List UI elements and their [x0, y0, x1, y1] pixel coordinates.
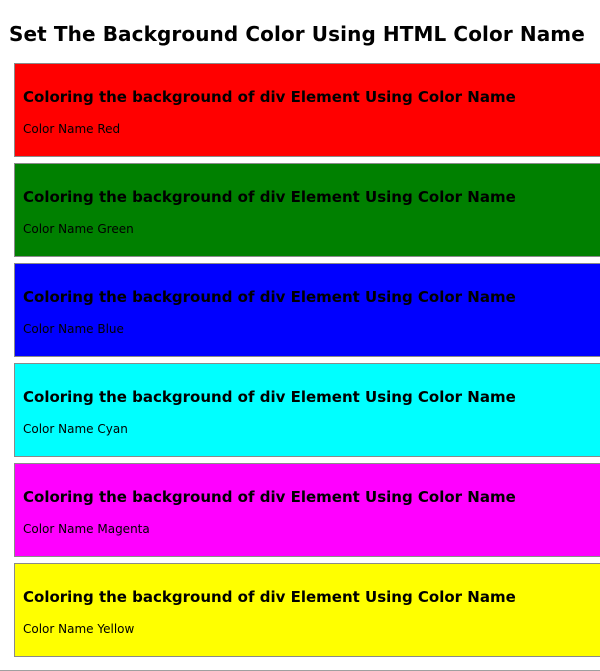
color-block-list	[14, 63, 600, 663]
block-heading: Coloring the background of div Element Using Color Name	[23, 88, 516, 106]
color-name-text: Color Name Yellow	[23, 622, 135, 636]
color-block-blue	[14, 263, 600, 357]
color-block-cyan	[14, 363, 600, 457]
color-name-text: Color Name Cyan	[23, 422, 128, 436]
block-heading: Coloring the background of div Element Using Color Name	[23, 488, 516, 506]
color-name-text: Color Name Blue	[23, 322, 124, 336]
color-block-yellow	[14, 563, 600, 657]
color-block-green	[14, 163, 600, 257]
block-heading: Coloring the background of div Element Using Color Name	[23, 388, 516, 406]
color-name-text: Color Name Red	[23, 122, 121, 136]
block-heading: Coloring the background of div Element Using Color Name	[23, 288, 516, 306]
page-title: Set The Background Color Using HTML Color Name	[9, 22, 585, 46]
block-heading: Coloring the background of div Element Using Color Name	[23, 588, 516, 606]
color-block-red	[14, 63, 600, 157]
color-block-magenta	[14, 463, 600, 557]
block-heading: Coloring the background of div Element Using Color Name	[23, 188, 516, 206]
color-name-text: Color Name Green	[23, 222, 134, 236]
color-name-text: Color Name Magenta	[23, 522, 150, 536]
